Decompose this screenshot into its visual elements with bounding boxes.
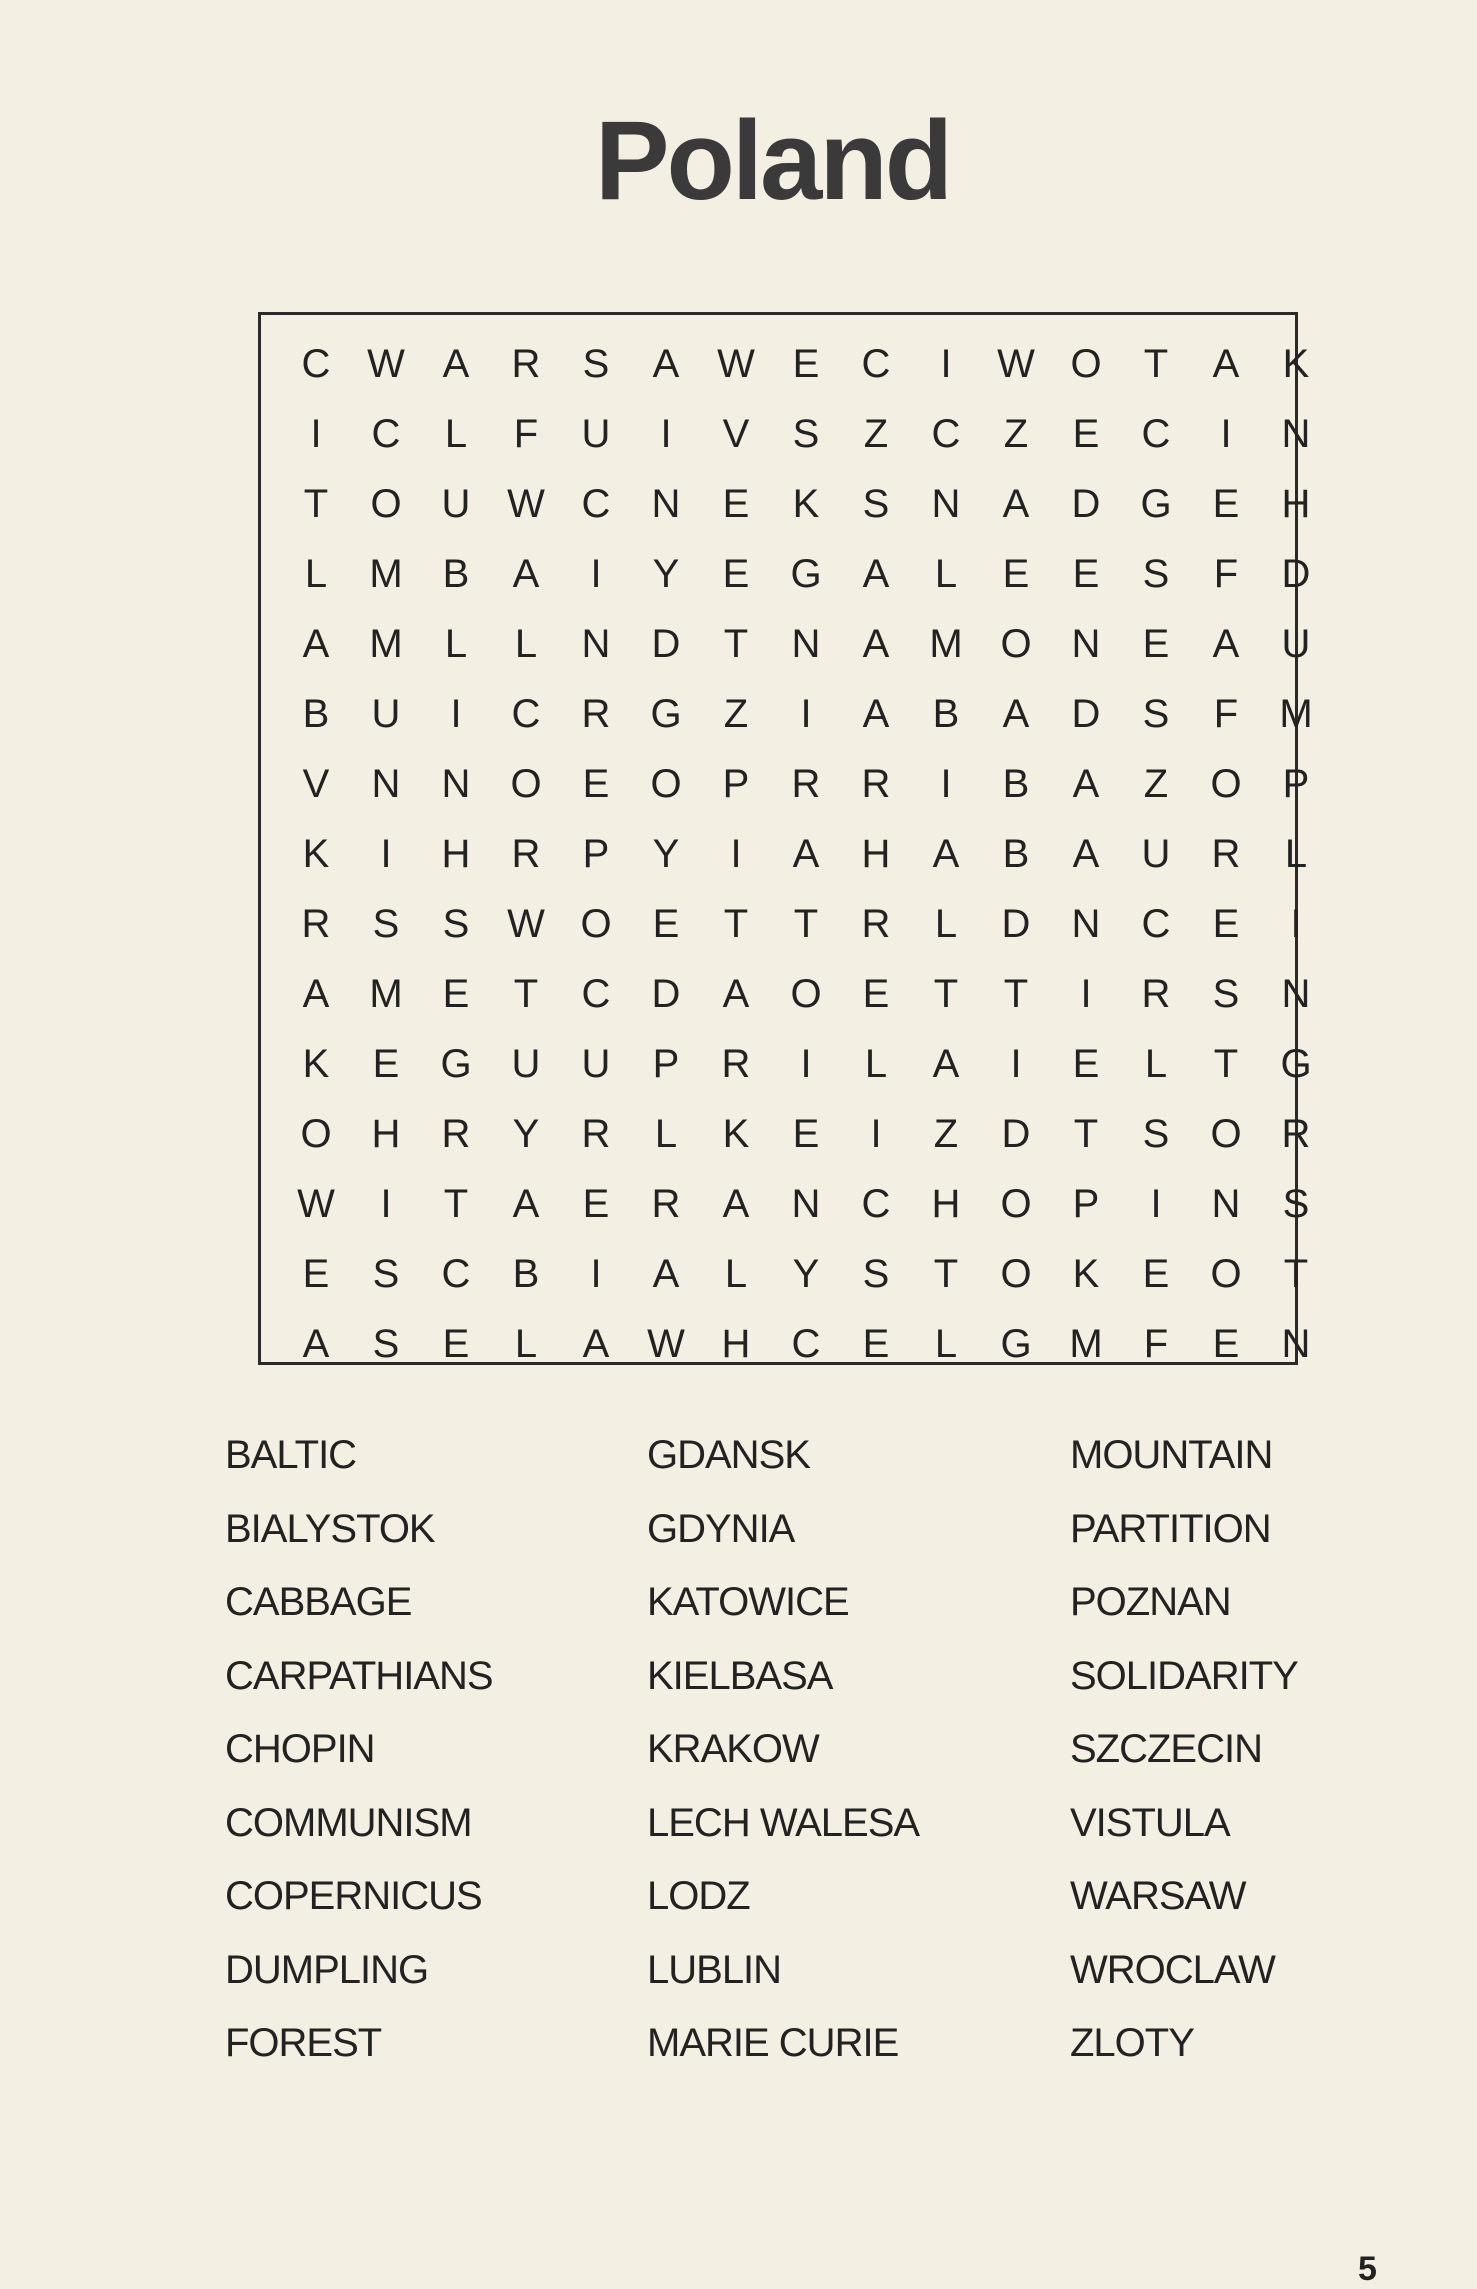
word-list-item: LODZ [647,1874,750,1918]
grid-letter: R [861,901,891,946]
grid-letter: I [800,1041,812,1086]
grid-letter: N [1281,971,1311,1016]
grid-letter: I [940,341,952,386]
word-list-item: WROCLAW [1070,1947,1275,1992]
word-list-item: PARTITION [1070,1506,1271,1551]
grid-letter: S [792,411,820,456]
grid-letter: L [654,1111,678,1156]
grid-letter: I [380,831,392,876]
word-list-item: MOUNTAIN [1070,1433,1273,1477]
grid-letter: R [1141,971,1171,1016]
grid-letter: E [1072,411,1100,456]
grid-letter: N [441,761,471,806]
grid-letter: E [1212,901,1240,946]
grid-letter: R [1281,1111,1311,1156]
grid-letter: U [1281,621,1311,666]
grid-letter: W [647,1321,685,1366]
grid-letter: G [1140,481,1172,526]
grid-letter: O [580,901,612,946]
grid-letter: Y [792,1251,820,1296]
grid-letter: A [722,971,750,1016]
grid-letter: O [300,1111,332,1156]
page-title: Poland [594,98,951,223]
grid-letter: C [1141,901,1171,946]
grid-letter: E [1072,1041,1100,1086]
grid-letter: Z [1143,761,1169,806]
grid-letter: Z [723,691,749,736]
word-list-item: CHOPIN [225,1727,375,1771]
grid-letter: T [933,1251,959,1296]
grid-letter: L [934,1321,958,1366]
grid-letter: T [1073,1111,1099,1156]
grid-letter: O [510,761,542,806]
grid-letter: W [297,1181,335,1226]
word-list-item: POZNAN [1070,1580,1231,1624]
grid-letter: G [1280,1041,1312,1086]
grid-letter: L [864,1041,888,1086]
grid-letter: S [442,901,470,946]
grid-letter: E [1142,621,1170,666]
grid-letter: N [791,621,821,666]
grid-letter: F [1213,551,1239,596]
grid-letter: N [1211,1181,1241,1226]
word-list-column-1 [225,1425,493,2087]
grid-letter: O [1070,341,1102,386]
grid-letter: Y [652,831,680,876]
grid-letter: I [1010,1041,1022,1086]
grid-letter: O [1000,621,1032,666]
grid-letter: E [722,481,750,526]
grid-letter: S [1282,1181,1310,1226]
grid-letter: I [940,761,952,806]
word-list-item: SOLIDARITY [1070,1653,1298,1698]
grid-letter: K [792,481,820,526]
grid-letter: U [581,411,611,456]
grid-letter: A [442,341,470,386]
grid-letter: A [862,551,890,596]
grid-letter: C [581,971,611,1016]
grid-letter: L [444,411,468,456]
grid-letter: M [369,551,403,596]
grid-letter: E [862,1321,890,1366]
grid-letter: L [934,551,958,596]
grid-letter: N [1071,621,1101,666]
grid-letter: C [301,341,331,386]
grid-letter: B [302,691,330,736]
grid-letter: E [1212,481,1240,526]
grid-letter: I [590,551,602,596]
grid-letter: L [514,1321,538,1366]
grid-letter: B [442,551,470,596]
grid-letter: A [1002,691,1030,736]
grid-letter: T [933,971,959,1016]
grid-letter: I [450,691,462,736]
grid-letter: A [1002,481,1030,526]
grid-letter: G [790,551,822,596]
grid-letter: K [1072,1251,1100,1296]
grid-letter: L [724,1251,748,1296]
grid-letter: A [722,1181,750,1226]
grid-letter: L [304,551,328,596]
grid-letter: A [792,831,820,876]
grid-letter: C [861,341,891,386]
word-list-item: ZLOTY [1070,2021,1194,2065]
word-list-item: CABBAGE [225,1580,412,1624]
grid-letter: S [372,1251,400,1296]
word-list-item: DUMPLING [225,1947,429,1992]
grid-letter: A [862,621,890,666]
grid-letter: I [310,411,322,456]
grid-letter: O [1000,1181,1032,1226]
grid-letter: D [1001,1111,1031,1156]
grid-letter: Y [512,1111,540,1156]
grid-letter: E [722,551,750,596]
grid-letter: O [1210,1111,1242,1156]
grid-letter: E [1142,1251,1170,1296]
grid-letter: N [581,621,611,666]
grid-letter: F [1213,691,1239,736]
grid-letter: H [861,831,891,876]
word-list-item: CARPATHIANS [225,1653,493,1698]
grid-letter: Z [1003,411,1029,456]
grid-letter: L [514,621,538,666]
grid-letter: N [931,481,961,526]
page-number: 5 [1358,2250,1377,2288]
grid-letter: A [1212,621,1240,666]
word-search-grid [281,329,1331,1379]
grid-letter: M [929,621,963,666]
grid-letter: A [582,1321,610,1366]
grid-letter: B [932,691,960,736]
grid-letter: S [1142,551,1170,596]
grid-letter: I [380,1181,392,1226]
grid-letter: P [1072,1181,1100,1226]
grid-letter: T [1213,1041,1239,1086]
grid-letter: H [371,1111,401,1156]
word-list-item: KATOWICE [647,1580,849,1624]
word-list-item: VISTULA [1070,1800,1230,1845]
grid-letter: I [800,691,812,736]
grid-letter: D [1071,691,1101,736]
word-list [0,1425,1477,2085]
grid-letter: T [513,971,539,1016]
grid-letter: A [512,551,540,596]
grid-letter: D [651,621,681,666]
grid-letter: T [1283,1251,1309,1296]
grid-letter: A [1072,761,1100,806]
grid-letter: R [721,1041,751,1086]
grid-letter: H [931,1181,961,1226]
grid-letter: V [722,411,750,456]
grid-letter: K [302,1041,330,1086]
word-list-item: COMMUNISM [225,1800,472,1845]
grid-letter: A [932,831,960,876]
grid-letter: B [1002,831,1030,876]
grid-letter: E [582,761,610,806]
grid-letter: E [652,901,680,946]
grid-letter: K [1282,341,1310,386]
grid-letter: Z [863,411,889,456]
grid-letter: W [507,901,545,946]
grid-letter: M [369,621,403,666]
grid-letter: A [652,1251,680,1296]
grid-letter: E [442,971,470,1016]
grid-letter: W [367,341,405,386]
grid-letter: C [1141,411,1171,456]
grid-letter: F [1143,1321,1169,1366]
grid-letter: C [791,1321,821,1366]
grid-letter: O [1210,1251,1242,1296]
word-list-item: LUBLIN [647,1947,782,1992]
grid-letter: R [581,691,611,736]
grid-letter: I [660,411,672,456]
grid-letter: A [302,621,330,666]
grid-letter: P [652,1041,680,1086]
grid-letter: P [582,831,610,876]
grid-letter: S [1142,691,1170,736]
grid-letter: N [1071,901,1101,946]
grid-letter: Y [652,551,680,596]
grid-letter: P [1282,761,1310,806]
word-list-item: GDYNIA [647,1506,795,1551]
grid-letter: S [372,901,400,946]
grid-letter: I [590,1251,602,1296]
grid-letter: E [862,971,890,1016]
grid-letter: T [723,901,749,946]
grid-letter: E [442,1321,470,1366]
grid-letter: F [513,411,539,456]
grid-letter: E [302,1251,330,1296]
grid-letter: I [1290,901,1302,946]
grid-letter: L [1144,1041,1168,1086]
grid-letter: C [861,1181,891,1226]
grid-letter: E [1072,551,1100,596]
grid-letter: U [581,1041,611,1086]
grid-letter: D [651,971,681,1016]
grid-letter: E [372,1041,400,1086]
grid-letter: D [1071,481,1101,526]
word-list-item: KIELBASA [647,1653,833,1698]
grid-letter: A [932,1041,960,1086]
grid-letter: R [581,1111,611,1156]
grid-letter: U [441,481,471,526]
grid-letter: O [650,761,682,806]
grid-letter: I [870,1111,882,1156]
grid-letter: T [1003,971,1029,1016]
grid-letter: E [1002,551,1030,596]
grid-letter: Z [933,1111,959,1156]
grid-letter: S [862,1251,890,1296]
word-list-item: FOREST [225,2021,382,2065]
grid-letter: S [372,1321,400,1366]
grid-letter: T [443,1181,469,1226]
grid-letter: A [1072,831,1100,876]
grid-letter: T [793,901,819,946]
grid-letter: T [1143,341,1169,386]
grid-letter: U [511,1041,541,1086]
word-list-item: GDANSK [647,1433,810,1477]
word-list-item: BALTIC [225,1433,357,1477]
grid-letter: O [1210,761,1242,806]
grid-letter: C [441,1251,471,1296]
grid-letter: I [730,831,742,876]
grid-letter: S [1212,971,1240,1016]
word-list-item: COPERNICUS [225,1874,482,1918]
grid-letter: N [371,761,401,806]
grid-letter: C [931,411,961,456]
grid-letter: E [582,1181,610,1226]
grid-letter: D [1281,551,1311,596]
grid-letter: N [1281,1321,1311,1366]
grid-letter: H [721,1321,751,1366]
grid-letter: P [722,761,750,806]
grid-letter: R [791,761,821,806]
grid-letter: O [370,481,402,526]
grid-letter: A [512,1181,540,1226]
grid-letter: U [1141,831,1171,876]
grid-letter: A [862,691,890,736]
grid-letter: V [302,761,330,806]
grid-letter: E [792,341,820,386]
word-search-grid-frame [258,312,1313,1366]
grid-letter: A [1212,341,1240,386]
grid-letter: L [934,901,958,946]
grid-letter: O [790,971,822,1016]
grid-letter: E [1212,1321,1240,1366]
grid-letter: T [723,621,749,666]
word-list-item: MARIE CURIE [647,2021,899,2065]
grid-letter: D [1001,901,1031,946]
grid-letter: E [792,1111,820,1156]
grid-letter: I [1080,971,1092,1016]
grid-letter: R [441,1111,471,1156]
grid-letter: B [512,1251,540,1296]
grid-letter: H [441,831,471,876]
word-list-item: KRAKOW [647,1727,819,1771]
grid-letter: N [651,481,681,526]
grid-letter: L [444,621,468,666]
word-list-item: WARSAW [1070,1874,1246,1918]
grid-letter: R [861,761,891,806]
grid-letter: I [1150,1181,1162,1226]
grid-letter: M [1069,1321,1103,1366]
grid-letter: N [1281,411,1311,456]
grid-letter: A [302,971,330,1016]
grid-letter: C [371,411,401,456]
word-list-column-3 [1070,1425,1298,2087]
grid-letter: C [511,691,541,736]
grid-letter: S [862,481,890,526]
grid-letter: B [1002,761,1030,806]
grid-letter: S [582,341,610,386]
grid-letter: I [1220,411,1232,456]
word-list-column-2 [647,1425,919,2087]
grid-letter: R [511,831,541,876]
grid-letter: A [652,341,680,386]
grid-letter: W [997,341,1035,386]
word-list-item: BIALYSTOK [225,1506,435,1551]
grid-letter: R [301,901,331,946]
grid-letter: K [722,1111,750,1156]
grid-letter: C [581,481,611,526]
grid-letter: G [650,691,682,736]
grid-letter: R [1211,831,1241,876]
grid-letter: W [717,341,755,386]
grid-letter: R [511,341,541,386]
grid-letter: K [302,831,330,876]
grid-letter: T [303,481,329,526]
word-list-item: SZCZECIN [1070,1727,1262,1771]
grid-letter: M [1279,691,1313,736]
grid-letter: G [1000,1321,1032,1366]
grid-letter: A [302,1321,330,1366]
grid-letter: U [371,691,401,736]
grid-letter: R [651,1181,681,1226]
grid-letter: W [507,481,545,526]
grid-letter: G [440,1041,472,1086]
grid-letter: N [791,1181,821,1226]
grid-letter: H [1281,481,1311,526]
word-list-item: LECH WALESA [647,1800,920,1845]
grid-letter: S [1142,1111,1170,1156]
grid-letter: L [1284,831,1308,876]
grid-letter: M [369,971,403,1016]
grid-letter: O [1000,1251,1032,1296]
